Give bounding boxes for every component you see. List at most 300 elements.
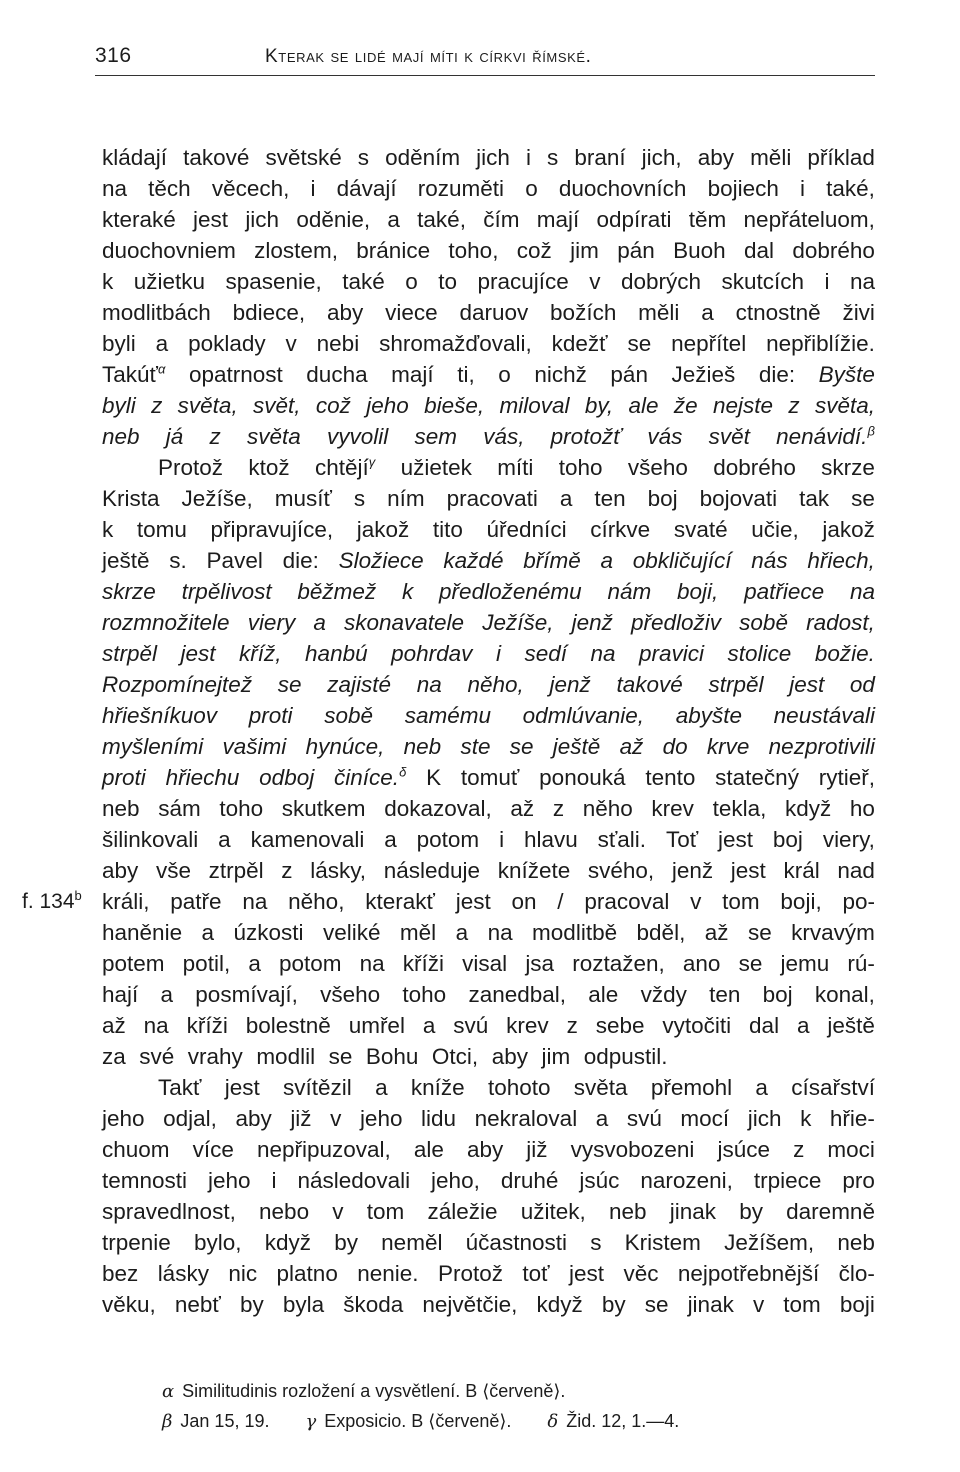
word-text: účastnosti bbox=[465, 1230, 567, 1255]
word-text: aby bbox=[235, 1106, 272, 1131]
word bbox=[265, 142, 341, 173]
word bbox=[496, 638, 501, 669]
word bbox=[648, 483, 678, 514]
word bbox=[850, 576, 875, 607]
word-text: rú- bbox=[847, 951, 875, 976]
word bbox=[715, 762, 799, 793]
word bbox=[751, 545, 787, 576]
word bbox=[163, 1103, 217, 1134]
word-text: se bbox=[509, 734, 534, 759]
word-text: světa, bbox=[177, 393, 238, 418]
word-text: z bbox=[788, 393, 800, 418]
word-text: viery, bbox=[822, 827, 875, 852]
word bbox=[690, 886, 701, 917]
word-text: jich bbox=[747, 1106, 782, 1131]
footnote-row bbox=[162, 1406, 862, 1436]
word-text: samému bbox=[404, 703, 491, 728]
word bbox=[524, 824, 578, 855]
word-text: kříž, bbox=[239, 641, 282, 666]
word-text: v bbox=[332, 1199, 344, 1224]
word bbox=[343, 1289, 403, 1320]
word-text: takové bbox=[183, 145, 250, 170]
word-text: jest bbox=[569, 1261, 605, 1286]
word bbox=[202, 917, 215, 948]
word bbox=[183, 142, 249, 173]
word bbox=[645, 1289, 669, 1320]
word-text: ale bbox=[588, 982, 619, 1007]
word bbox=[744, 204, 875, 235]
word bbox=[677, 576, 718, 607]
footnote bbox=[547, 1406, 679, 1436]
word bbox=[596, 1103, 609, 1134]
word bbox=[840, 1289, 875, 1320]
word bbox=[339, 545, 424, 576]
word-text: od bbox=[849, 672, 875, 697]
word bbox=[433, 514, 463, 545]
word-text: měli bbox=[750, 145, 792, 170]
word bbox=[678, 1258, 819, 1289]
word-text: opatrnost bbox=[188, 362, 283, 387]
word-text: následovali bbox=[297, 1168, 411, 1193]
word-text: svú bbox=[453, 1013, 489, 1038]
word-text: když bbox=[264, 1230, 311, 1255]
word-text: úzkosti bbox=[233, 920, 304, 945]
word bbox=[188, 1041, 250, 1072]
word bbox=[602, 1289, 626, 1320]
word-text: na bbox=[590, 641, 616, 666]
word-text: nám bbox=[607, 579, 652, 604]
word-text: sťali. bbox=[597, 827, 647, 852]
word bbox=[254, 235, 338, 266]
word-text: aby bbox=[327, 300, 364, 325]
word-text: a bbox=[218, 827, 231, 852]
word bbox=[621, 266, 701, 297]
word-text: oděnie, bbox=[296, 207, 371, 232]
word bbox=[102, 1289, 156, 1320]
word bbox=[281, 855, 292, 886]
word-text: temnosti bbox=[102, 1168, 188, 1193]
word-text: Protož bbox=[437, 1261, 503, 1286]
word-text: Byšte bbox=[818, 362, 875, 387]
word-text: jinak bbox=[687, 1292, 734, 1317]
word bbox=[713, 390, 773, 421]
word-text: ještě bbox=[552, 734, 601, 759]
text-line bbox=[102, 1165, 875, 1196]
word-text: pravici bbox=[639, 641, 705, 666]
word-text: potil, bbox=[182, 951, 231, 976]
word-text: jeho bbox=[102, 1106, 145, 1131]
word-text: jsúc bbox=[579, 1168, 620, 1193]
word-text: roztažen, bbox=[572, 951, 665, 976]
word-text: jich bbox=[476, 145, 510, 170]
word-text: po- bbox=[842, 889, 875, 914]
word bbox=[418, 173, 504, 204]
word bbox=[739, 607, 788, 638]
word-text: úředníci bbox=[486, 517, 567, 542]
word-text: ztrpěl bbox=[208, 858, 264, 883]
word bbox=[324, 700, 373, 731]
word-text: z bbox=[552, 796, 565, 821]
word-text: odpírati bbox=[596, 207, 672, 232]
word-text: kteraké bbox=[102, 207, 176, 232]
text-line bbox=[102, 979, 875, 1010]
word bbox=[137, 514, 187, 545]
word bbox=[438, 1258, 503, 1289]
word-text: a bbox=[155, 331, 169, 356]
word bbox=[521, 1196, 586, 1227]
word-text: něho, bbox=[288, 889, 345, 914]
word-text: jsa bbox=[525, 951, 555, 976]
word bbox=[589, 266, 600, 297]
word-text: mají bbox=[391, 362, 434, 387]
word-text: nebo bbox=[259, 1199, 310, 1224]
word bbox=[628, 452, 688, 483]
word bbox=[306, 359, 367, 390]
word-text: za bbox=[102, 1044, 126, 1069]
word-text: by bbox=[334, 1230, 358, 1255]
word-text: se bbox=[627, 331, 652, 356]
word-text: jest bbox=[789, 672, 825, 697]
text-line bbox=[102, 1289, 875, 1320]
word bbox=[102, 607, 230, 638]
word bbox=[102, 793, 140, 824]
word-text: dal bbox=[749, 1013, 780, 1038]
word bbox=[559, 173, 687, 204]
word bbox=[427, 1196, 497, 1227]
word bbox=[175, 1289, 221, 1320]
word bbox=[590, 638, 615, 669]
word-text: neb bbox=[102, 424, 140, 449]
word bbox=[102, 235, 236, 266]
word-text: lásky bbox=[157, 1261, 209, 1286]
word-text: jenž bbox=[549, 672, 591, 697]
word-text: zlostem, bbox=[254, 238, 338, 263]
word bbox=[170, 886, 221, 917]
word bbox=[492, 1041, 535, 1072]
footnote-reference: α bbox=[157, 361, 166, 377]
word bbox=[851, 483, 875, 514]
word-text: trpenie bbox=[102, 1230, 171, 1255]
word bbox=[800, 173, 805, 204]
word-text: myšleními bbox=[102, 734, 204, 759]
word-text: všeho bbox=[320, 982, 381, 1007]
word-text: haněnie bbox=[102, 920, 183, 945]
word-text: jeho bbox=[359, 1106, 403, 1131]
folio-number: f. 134 bbox=[22, 890, 75, 913]
word-text: boji bbox=[839, 1292, 875, 1317]
word-text: přemohl bbox=[650, 1075, 733, 1100]
word bbox=[223, 731, 287, 762]
word bbox=[156, 328, 169, 359]
footnote-mark: γ bbox=[305, 1411, 317, 1432]
word bbox=[688, 1289, 734, 1320]
word-text: die: bbox=[282, 548, 319, 573]
word-text: jinak bbox=[669, 1199, 716, 1224]
body-text bbox=[22, 142, 875, 1320]
footnote-reference: δ bbox=[399, 764, 407, 780]
word-text: bděl, bbox=[636, 920, 686, 945]
word bbox=[588, 855, 654, 886]
word bbox=[193, 1134, 234, 1165]
word bbox=[823, 824, 875, 855]
word-text: Krista bbox=[102, 486, 160, 511]
word-text: tomuť bbox=[460, 765, 520, 790]
word-text: hřiešníkuov bbox=[102, 703, 218, 728]
word bbox=[298, 1165, 411, 1196]
word-text: proti bbox=[248, 703, 293, 728]
word-text: boji, bbox=[677, 579, 719, 604]
word bbox=[360, 1103, 403, 1134]
text-line bbox=[102, 328, 875, 359]
word bbox=[683, 948, 721, 979]
word bbox=[590, 1227, 601, 1258]
word bbox=[432, 1041, 485, 1072]
word-text: věku, bbox=[102, 1292, 156, 1317]
word bbox=[671, 328, 746, 359]
word-text: činíce. bbox=[334, 765, 400, 790]
word-text: hřie- bbox=[829, 1106, 875, 1131]
text-line bbox=[22, 886, 875, 917]
word bbox=[842, 886, 875, 917]
word-text: božie. bbox=[814, 641, 875, 666]
word bbox=[750, 142, 791, 173]
text-line bbox=[102, 669, 875, 700]
word bbox=[102, 483, 160, 514]
word bbox=[400, 917, 436, 948]
word bbox=[609, 1196, 647, 1227]
word bbox=[672, 359, 736, 390]
word-text: připravujíce, bbox=[210, 517, 334, 542]
word bbox=[498, 855, 571, 886]
word bbox=[522, 1258, 549, 1289]
word-text: krev bbox=[506, 1013, 549, 1038]
word-text: trpiece bbox=[753, 1168, 822, 1193]
word bbox=[233, 297, 306, 328]
word bbox=[102, 731, 203, 762]
word bbox=[483, 204, 519, 235]
word-text: zajisté bbox=[327, 672, 392, 697]
word-text: / bbox=[557, 889, 564, 914]
word bbox=[623, 1258, 658, 1289]
word bbox=[181, 483, 252, 514]
word-text: zanedbal, bbox=[468, 982, 567, 1007]
word-text: ale bbox=[413, 1137, 444, 1162]
word bbox=[207, 545, 263, 576]
word bbox=[102, 824, 198, 855]
word bbox=[259, 1196, 309, 1227]
word-text: také, bbox=[417, 207, 466, 232]
word-text: viery bbox=[247, 610, 296, 635]
word bbox=[225, 266, 321, 297]
footnote-text: Žid. 12, 1.—4. bbox=[566, 1411, 680, 1431]
word bbox=[569, 1258, 604, 1289]
word-text: nepřítel bbox=[671, 331, 747, 356]
word-text: což bbox=[516, 238, 552, 263]
footnote bbox=[162, 1376, 565, 1406]
word bbox=[717, 1134, 770, 1165]
word bbox=[753, 1289, 764, 1320]
word-text: hřiech, bbox=[807, 548, 875, 573]
word bbox=[754, 1165, 822, 1196]
word bbox=[344, 607, 464, 638]
word-text: nenávidí. bbox=[776, 424, 868, 449]
word-text: věc bbox=[623, 1261, 659, 1286]
word-text: posmívají, bbox=[195, 982, 298, 1007]
word-text: když bbox=[536, 1292, 583, 1317]
word bbox=[585, 390, 613, 421]
word bbox=[739, 1196, 763, 1227]
word-text: až bbox=[510, 796, 535, 821]
word bbox=[248, 948, 261, 979]
word-text: až bbox=[102, 1013, 126, 1038]
word bbox=[467, 669, 523, 700]
word bbox=[233, 917, 303, 948]
text-line bbox=[102, 297, 875, 328]
word bbox=[259, 762, 314, 793]
folio-margin-note bbox=[22, 886, 82, 917]
word bbox=[822, 514, 875, 545]
word-text: braní bbox=[574, 145, 626, 170]
word-text: by bbox=[601, 1292, 626, 1317]
text-line bbox=[102, 204, 875, 235]
text-line bbox=[102, 1041, 875, 1072]
word-text: i bbox=[824, 269, 830, 294]
word-text: a bbox=[422, 1013, 436, 1038]
word bbox=[583, 793, 633, 824]
word-text: tom bbox=[722, 889, 760, 914]
word-text: Kristem bbox=[624, 1230, 701, 1255]
footnote-mark: α bbox=[162, 1381, 175, 1402]
word-text: byla bbox=[282, 1292, 325, 1317]
word-text: moci bbox=[827, 1137, 875, 1162]
word bbox=[439, 576, 582, 607]
word bbox=[379, 328, 532, 359]
word bbox=[403, 948, 444, 979]
word bbox=[257, 1134, 391, 1165]
word-text: v bbox=[752, 1292, 765, 1317]
word bbox=[102, 421, 140, 452]
word-text: k bbox=[800, 1106, 812, 1131]
word bbox=[245, 204, 279, 235]
word bbox=[672, 855, 713, 886]
word-text: i bbox=[271, 1168, 277, 1193]
word bbox=[571, 1134, 695, 1165]
word bbox=[417, 824, 480, 855]
word bbox=[356, 235, 430, 266]
word-text: platno bbox=[276, 1261, 338, 1286]
word bbox=[148, 173, 191, 204]
text-line bbox=[102, 1103, 875, 1134]
word bbox=[830, 1103, 875, 1134]
word bbox=[475, 1103, 578, 1134]
word bbox=[523, 545, 581, 576]
word-text: božích bbox=[550, 300, 617, 325]
word bbox=[483, 421, 524, 452]
word bbox=[462, 948, 507, 979]
word bbox=[423, 1010, 436, 1041]
word-text: bolestně bbox=[245, 1013, 331, 1038]
word-text: bránice bbox=[356, 238, 431, 263]
word-text: rozuměti bbox=[417, 176, 505, 201]
word-text: těm bbox=[688, 207, 727, 232]
word-text: kříži bbox=[402, 951, 445, 976]
word bbox=[680, 1103, 729, 1134]
word-text: nepřáteluom, bbox=[743, 207, 875, 232]
word-text: tom bbox=[783, 1292, 821, 1317]
word bbox=[560, 483, 573, 514]
word bbox=[842, 1165, 875, 1196]
word-text: tom bbox=[366, 1199, 405, 1224]
word bbox=[550, 297, 616, 328]
word-text: s bbox=[353, 486, 366, 511]
word bbox=[501, 1165, 559, 1196]
word bbox=[584, 886, 669, 917]
word-text: dal bbox=[743, 238, 774, 263]
word bbox=[731, 855, 766, 886]
word bbox=[239, 638, 282, 669]
word-text: proti bbox=[102, 765, 146, 790]
word-text: ještě bbox=[827, 1013, 875, 1038]
word bbox=[631, 607, 721, 638]
word bbox=[306, 731, 385, 762]
word-text: z bbox=[151, 393, 163, 418]
word-text: jest bbox=[455, 889, 491, 914]
word bbox=[183, 948, 231, 979]
word bbox=[402, 576, 413, 607]
word bbox=[786, 1196, 875, 1227]
word-text: K bbox=[426, 765, 442, 790]
word-text: s bbox=[547, 145, 559, 170]
word bbox=[709, 421, 750, 452]
word-text: veliké bbox=[322, 920, 381, 945]
word-text: Toť bbox=[665, 827, 699, 852]
word-text: oděním bbox=[385, 145, 461, 170]
word-text: předloženému bbox=[439, 579, 582, 604]
word bbox=[552, 328, 608, 359]
word bbox=[744, 235, 774, 266]
text-line bbox=[102, 855, 875, 886]
word bbox=[466, 1227, 567, 1258]
word-text: živi bbox=[842, 300, 875, 325]
word-text: a bbox=[595, 1106, 609, 1131]
word bbox=[426, 762, 441, 793]
word bbox=[102, 979, 138, 1010]
word bbox=[456, 917, 469, 948]
word-text: sobě bbox=[739, 610, 788, 635]
footnote bbox=[162, 1406, 269, 1436]
word-text: tento bbox=[645, 765, 696, 790]
word-text: kládají bbox=[102, 145, 168, 170]
word bbox=[638, 297, 679, 328]
word bbox=[102, 359, 165, 390]
word bbox=[572, 948, 665, 979]
word bbox=[188, 328, 266, 359]
word-text: obkličující bbox=[632, 548, 732, 573]
word-text: aby bbox=[466, 1137, 504, 1162]
word-text: jeho, bbox=[431, 1168, 480, 1193]
word bbox=[748, 917, 772, 948]
footnote-text: Exposicio. B ⟨červeně⟩. bbox=[324, 1411, 512, 1431]
word-text: jich bbox=[245, 207, 280, 232]
word bbox=[158, 1072, 201, 1103]
word bbox=[296, 204, 370, 235]
word bbox=[780, 948, 829, 979]
word-text: vyvolil bbox=[326, 424, 389, 449]
word bbox=[278, 669, 302, 700]
word bbox=[102, 1258, 138, 1289]
word bbox=[315, 452, 375, 483]
word bbox=[468, 979, 566, 1010]
